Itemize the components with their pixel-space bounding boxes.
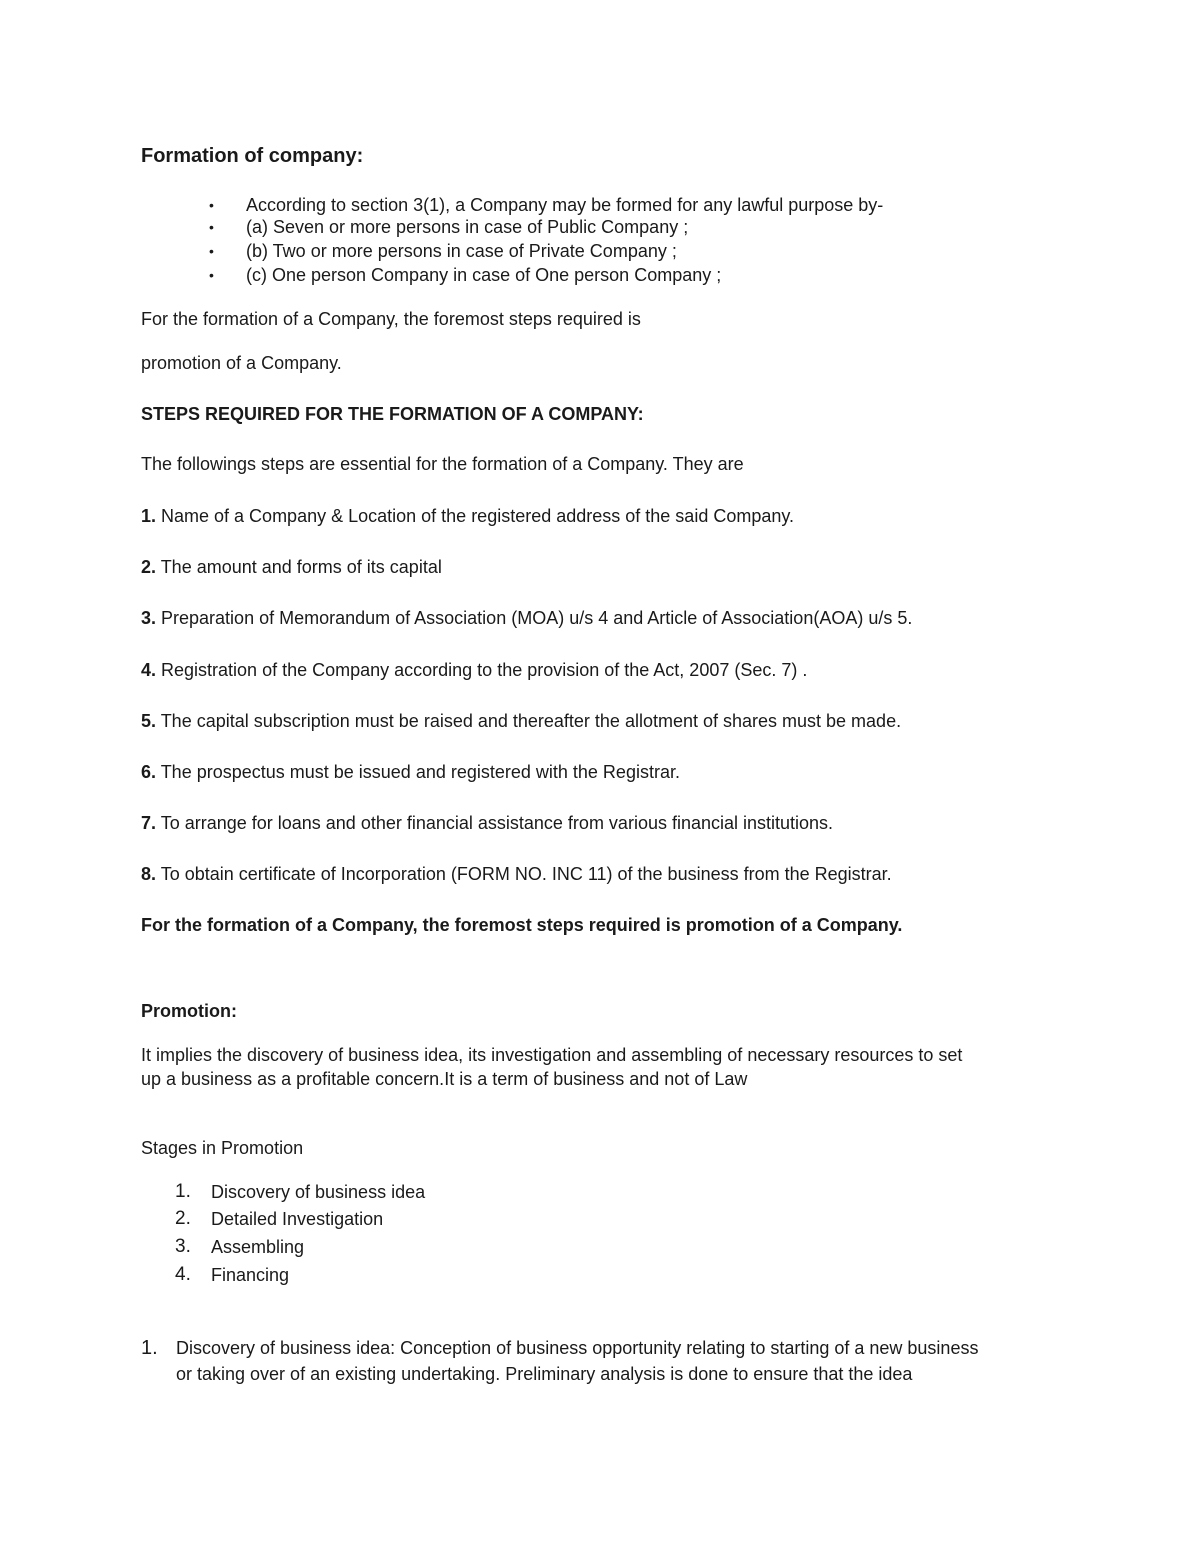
bold-statement: For the formation of a Company, the foremost steps required is promotion of a Company. — [141, 915, 903, 935]
stage-number: 1. — [175, 1181, 191, 1202]
stages-heading: Stages in Promotion — [141, 1138, 304, 1158]
promotion-paragraph-line-1: It implies the discovery of business idea, its investigation and assembling of necessary resources to set — [141, 1045, 963, 1065]
step-number: 4. — [141, 660, 157, 680]
step-item — [141, 811, 833, 835]
bullet-item: According to section 3(1), a Company may be formed for any lawful purpose by- — [246, 195, 884, 215]
steps-intro: The followings steps are essential for the formation of a Company. They are — [141, 454, 744, 474]
step-text: Preparation of Memorandum of Association (MOA) u/s 4 and Article of Association(AOA) u/s 5. — [156, 608, 913, 628]
step-item — [141, 658, 807, 682]
step-item — [141, 504, 794, 528]
promotion-paragraph-line-2: up a business as a profitable concern.It is a term of business and not of Law — [141, 1069, 748, 1089]
step-number: 2. — [141, 557, 157, 577]
step-item — [141, 555, 442, 579]
intro-paragraph-line-2: promotion of a Company. — [141, 353, 342, 373]
step-item — [141, 709, 901, 733]
bullet-marker: • — [209, 267, 214, 283]
stage-number: 4. — [175, 1264, 191, 1285]
steps-heading: STEPS REQUIRED FOR THE FORMATION OF A COMPANY: — [141, 404, 644, 424]
page-title: Formation of company: — [141, 145, 364, 167]
step-number: 3. — [141, 608, 157, 628]
step-number: 5. — [141, 711, 157, 731]
step-text: To arrange for loans and other financial assistance from various financial institutions. — [156, 813, 834, 833]
step-text: The capital subscription must be raised and thereafter the allotment of shares must be made. — [156, 711, 902, 731]
step-number: 6. — [141, 762, 157, 782]
bullet-item: (c) One person Company in case of One person Company ; — [246, 265, 722, 285]
step-number: 7. — [141, 813, 157, 833]
step-text: Registration of the Company according to the provision of the Act, 2007 (Sec. 7) . — [156, 660, 808, 680]
step-number: 1. — [141, 506, 157, 526]
detail-line-1: Discovery of business idea: Conception of business opportunity relating to starting of a new business — [176, 1338, 979, 1358]
step-item — [141, 862, 892, 886]
stage-item: Detailed Investigation — [211, 1209, 384, 1229]
promotion-heading: Promotion: — [141, 1001, 237, 1021]
step-number: 8. — [141, 864, 157, 884]
stage-item: Assembling — [211, 1237, 305, 1257]
bullet-item: (a) Seven or more persons in case of Public Company ; — [246, 217, 689, 237]
bullet-marker: • — [209, 243, 214, 259]
step-item — [141, 760, 680, 784]
detail-line-2: or taking over of an existing undertaking. Preliminary analysis is done to ensure that the idea — [176, 1364, 913, 1384]
step-text: The prospectus must be issued and registered with the Registrar. — [156, 762, 680, 782]
intro-paragraph-line-1: For the formation of a Company, the foremost steps required is — [141, 309, 641, 329]
stage-number: 3. — [175, 1236, 191, 1257]
step-item — [141, 606, 912, 630]
stage-item: Discovery of business idea — [211, 1182, 426, 1202]
stage-number: 2. — [175, 1208, 191, 1229]
step-text: To obtain certificate of Incorporation (FORM NO. INC 11) of the business from the Registrar. — [156, 864, 892, 884]
step-text: The amount and forms of its capital — [156, 557, 442, 577]
step-text: Name of a Company & Location of the registered address of the said Company. — [156, 506, 795, 526]
bullet-marker: • — [209, 219, 214, 235]
detail-number: 1. — [141, 1337, 158, 1359]
stage-item: Financing — [211, 1265, 290, 1285]
bullet-marker: • — [209, 197, 214, 213]
bullet-item: (b) Two or more persons in case of Private Company ; — [246, 241, 677, 261]
